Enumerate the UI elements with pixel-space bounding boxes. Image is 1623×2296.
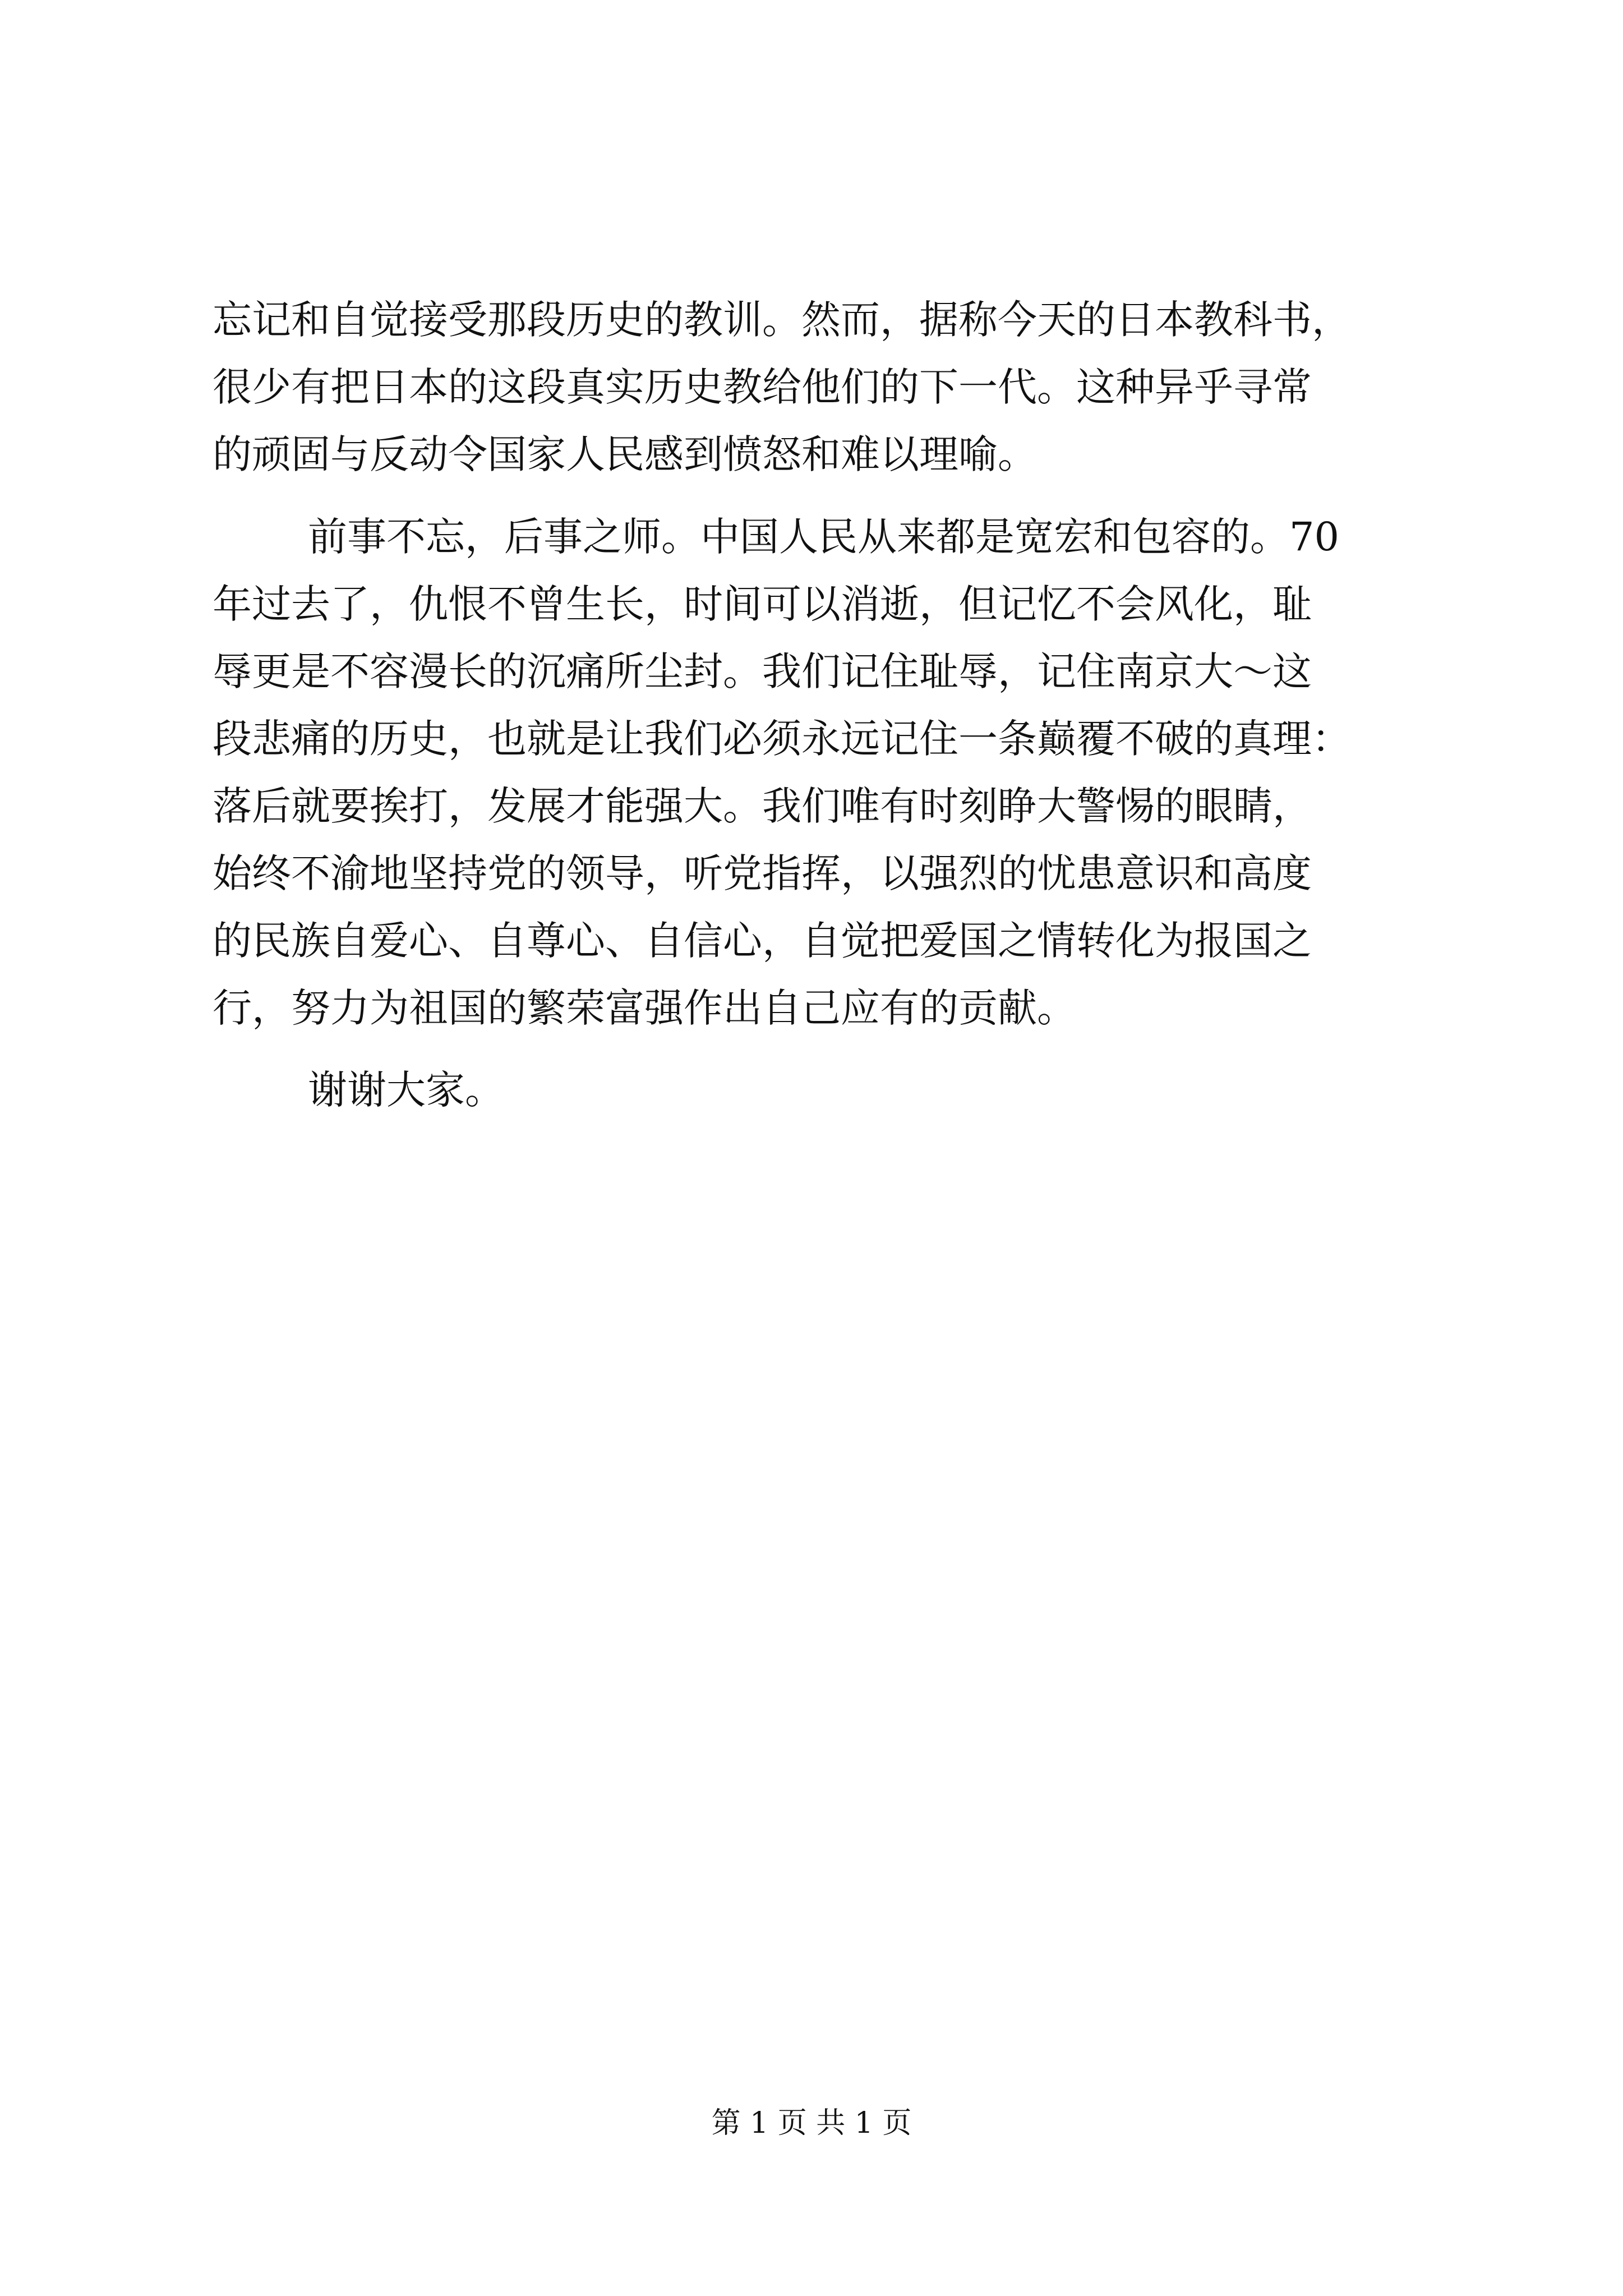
page-footer: 第 1 页 共 1 页 xyxy=(711,2106,912,2140)
body-line-text: 的民族自爱心、自尊心、自信心，自觉把爱国之情转化为报国之 xyxy=(213,918,1312,964)
body-line-text: 段悲痛的历史，也就是让我们必须永远记住一条巅覆不破的真理： xyxy=(213,716,1351,762)
body-line xyxy=(0,767,1623,845)
body-line-text: 落后就要挨打，发展才能强大。我们唯有时刻睁大警惕的眼睛， xyxy=(213,783,1312,829)
body-line xyxy=(0,348,1623,426)
body-line-text: 年过去了，仇恨不曾生长，时间可以消逝，但记忆不会风化，耻 xyxy=(213,581,1312,627)
body-line-text: 辱更是不容漫长的沉痛所尘封。我们记住耻辱，记住南京大～这 xyxy=(213,648,1312,694)
body-line xyxy=(0,901,1623,980)
body-line-text: 始终不渝地坚持党的领导，听党指挥，以强烈的忧患意识和高度 xyxy=(213,850,1312,896)
body-line xyxy=(0,700,1623,778)
body-line-text: 忘记和自觉接受那段历史的教训。然而，据称今天的日本教科书， xyxy=(213,297,1351,343)
body-line xyxy=(0,834,1623,913)
body-line xyxy=(0,498,1623,576)
body-line-text: 的顽固与反动令国家人民感到愤怒和难以理喻。 xyxy=(213,431,1037,477)
closing-text: 谢谢大家。 xyxy=(308,1067,504,1113)
closing-line xyxy=(0,1051,1623,1129)
body-line-text: 行，努力为祖国的繁荣富强作出自己应有的贡献。 xyxy=(213,985,1076,1031)
body-line xyxy=(0,280,1623,359)
body-line xyxy=(0,969,1623,1047)
body-line xyxy=(0,415,1623,494)
body-line xyxy=(0,565,1623,643)
body-line-text: 很少有把日本的这段真实历史教给他们的下一代。这种异乎寻常 xyxy=(213,364,1312,410)
body-line xyxy=(0,632,1623,711)
body-line-text: 前事不忘，后事之师。中国人民从来都是宽宏和包容的。70 xyxy=(308,514,1340,560)
